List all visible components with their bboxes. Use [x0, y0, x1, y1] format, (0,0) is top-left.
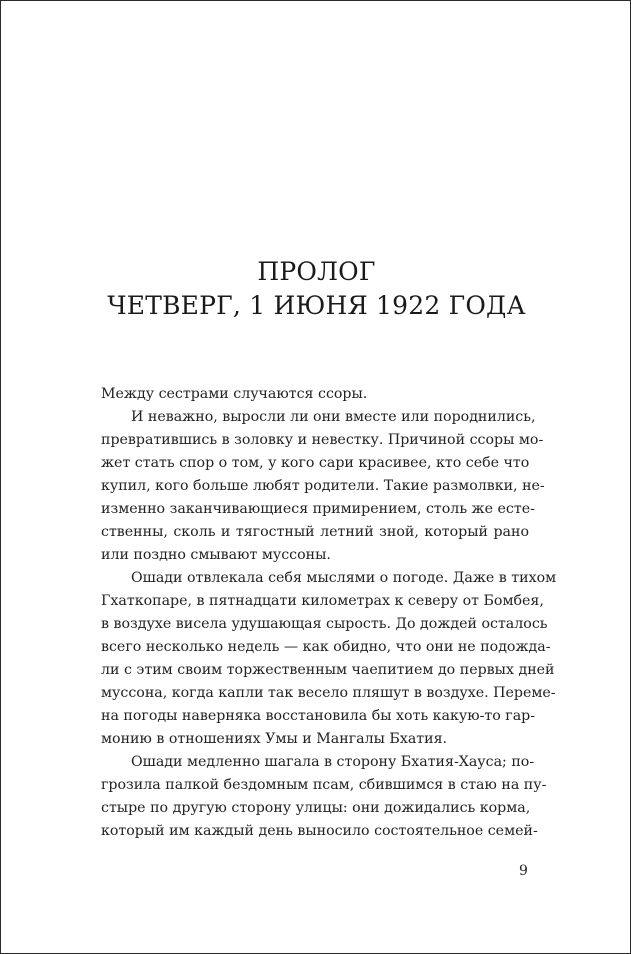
text-line: который им каждый день выносило состоятельное семей-: [101, 823, 538, 839]
text-line: Ошади медленно шагала в сторону Бхатия-Хауса; по-: [131, 754, 535, 770]
text-line: на погоды наверняка восстановила бы хоть какую-то гар-: [101, 708, 536, 724]
text-line: грозила палкой бездомным псам, сбившимся в стаю на пу-: [101, 777, 547, 793]
text-line: всего несколько недель — как обидно, что они не подожда-: [101, 639, 551, 655]
text-line: изменно заканчивающиеся примирением, столь же есте-: [101, 501, 535, 517]
text-line: жет стать спор о том, у кого сари красивее, кто себе что: [101, 455, 530, 471]
text-line: муссона, когда капли так весело пляшут в воздухе. Переме-: [101, 685, 556, 701]
text-line: купил, кого больше любят родители. Такие размолвки, не-: [101, 478, 545, 494]
text-line: Между сестрами случаются ссоры.: [101, 386, 368, 402]
chapter-title: ПРОЛОГ: [257, 257, 376, 286]
text-line: или поздно смывают муссоны.: [101, 547, 331, 563]
text-line: ственны, сколь и тягостный летний зной, который рано: [101, 524, 529, 540]
text-line: в воздухе висела удушающая сырость. До дождей осталось: [101, 616, 548, 632]
body-text: [101, 383, 557, 843]
text-line: И неважно, выросли ли они вместе или породнились,: [131, 409, 536, 425]
text-line: Ошади отвлекала себя мыслями о погоде. Даже в тихом: [131, 570, 557, 586]
text-line: ли с этим своим торжественным чаепитием до первых дней: [101, 662, 555, 678]
text-line: стыре по другую сторону улицы: они дожидались корма,: [101, 800, 531, 816]
text-line: монию в отношениях Умы и Мангалы Бхатия.: [101, 731, 448, 747]
text-line: Гхаткопаре, в пятнадцати километрах к северу от Бомбея,: [101, 593, 544, 609]
page-number: 9: [519, 863, 528, 879]
text-line: превратившись в золовку и невестку. Причиной ссоры мо-: [101, 432, 544, 448]
chapter-date: ЧЕТВЕРГ, 1 ИЮНЯ 1922 ГОДА: [107, 291, 526, 320]
